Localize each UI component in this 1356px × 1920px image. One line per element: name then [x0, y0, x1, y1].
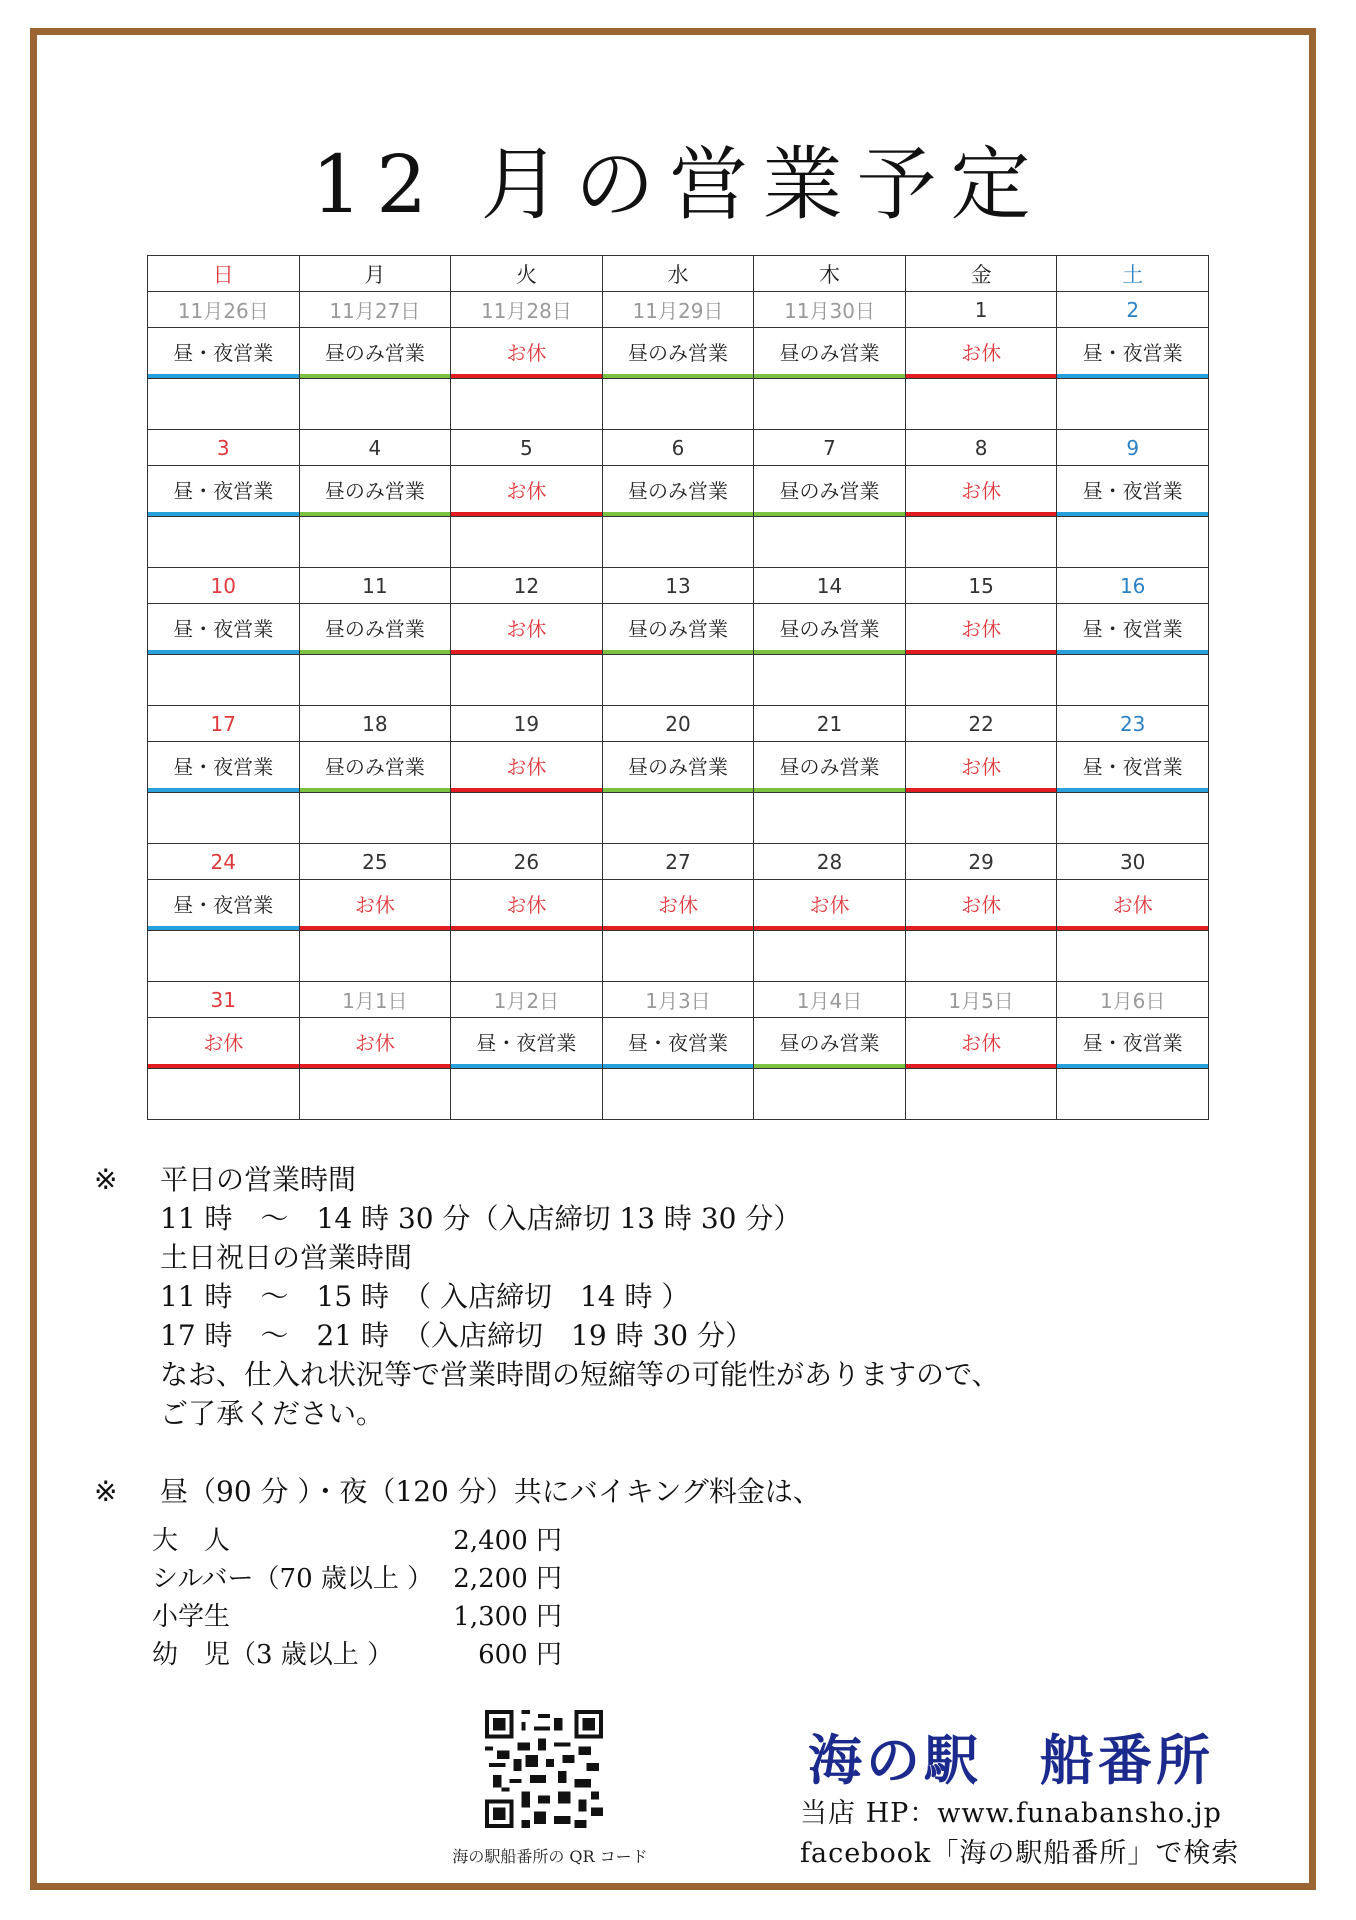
- day-status: [299, 1018, 451, 1069]
- day-status: [754, 742, 906, 793]
- day-status: [1057, 604, 1209, 655]
- note-row: [148, 379, 1209, 430]
- day-date: 4: [299, 430, 451, 466]
- day-date: 21: [754, 706, 906, 742]
- date-row: [148, 292, 1209, 328]
- day-date: 18: [299, 706, 451, 742]
- day-status-label: 昼のみ営業: [324, 479, 425, 503]
- day-status: [754, 1018, 906, 1069]
- day-status-label: 昼のみ営業: [779, 341, 880, 365]
- day-date: 11月30日: [754, 292, 906, 328]
- day-status: [1057, 742, 1209, 793]
- day-date: 17: [148, 706, 300, 742]
- weekday-sat: 土: [1057, 256, 1209, 292]
- day-status: [754, 466, 906, 517]
- day-date: 15: [905, 568, 1057, 604]
- day-status: [905, 880, 1057, 931]
- note-line: 11 時 ～ 15 時 （ 入店締切 14 時 ）: [160, 1280, 690, 1313]
- day-note-cell: [905, 379, 1057, 430]
- day-date: 6: [602, 430, 754, 466]
- contact-info: [800, 1794, 1239, 1874]
- day-note-cell: [451, 517, 603, 568]
- day-date: 2: [1057, 292, 1209, 328]
- day-status: [299, 742, 451, 793]
- day-date: 1月2日: [451, 982, 603, 1018]
- note-line: 平日の営業時間: [160, 1163, 357, 1196]
- day-note-cell: [451, 379, 603, 430]
- status-row: [148, 604, 1209, 655]
- day-status-label: 昼のみ営業: [627, 479, 728, 503]
- day-date: 9: [1057, 430, 1209, 466]
- day-status: [451, 604, 603, 655]
- day-status: [1057, 880, 1209, 931]
- day-status-label: お休: [961, 479, 1002, 503]
- day-status-label: 昼のみ営業: [324, 617, 425, 641]
- qr-caption: 海の駅船番所の QR コード: [452, 1847, 648, 1866]
- price-list: [152, 1522, 562, 1674]
- date-row: [148, 982, 1209, 1018]
- day-status: [905, 742, 1057, 793]
- day-date: 11: [299, 568, 451, 604]
- day-note-cell: [905, 1069, 1057, 1120]
- day-status-label: 昼のみ営業: [324, 755, 425, 779]
- day-date: 1月4日: [754, 982, 906, 1018]
- day-status-label: 昼・夜営業: [476, 1031, 577, 1055]
- day-status: [148, 1018, 300, 1069]
- qr-code-icon[interactable]: [485, 1710, 603, 1828]
- day-note-cell: [602, 793, 754, 844]
- note-mark: ※: [94, 1163, 118, 1196]
- day-status-label: 昼・夜営業: [627, 1031, 728, 1055]
- day-status-label: 昼・夜営業: [1082, 479, 1183, 503]
- date-row: [148, 844, 1209, 880]
- day-status: [1057, 1018, 1209, 1069]
- day-date: 25: [299, 844, 451, 880]
- weekday-thu: 木: [754, 256, 906, 292]
- day-date: 11月29日: [602, 292, 754, 328]
- day-status-label: お休: [506, 341, 547, 365]
- day-status-label: 昼・夜営業: [1082, 341, 1183, 365]
- day-note-cell: [1057, 517, 1209, 568]
- day-status: [299, 328, 451, 379]
- day-date: 1月5日: [905, 982, 1057, 1018]
- day-date: 27: [602, 844, 754, 880]
- day-status: [451, 880, 603, 931]
- note-row: [148, 517, 1209, 568]
- day-status-label: お休: [961, 617, 1002, 641]
- day-status-label: 昼のみ営業: [627, 617, 728, 641]
- day-date: 7: [754, 430, 906, 466]
- price-label: シルバー（70 歳以上 ）: [152, 1564, 434, 1594]
- day-status: [148, 880, 300, 931]
- day-status: [602, 328, 754, 379]
- buffet-heading: 昼（90 分 ）・夜（120 分）共にバイキング料金は、: [160, 1475, 821, 1508]
- day-status: [905, 328, 1057, 379]
- price-row: [152, 1598, 562, 1636]
- day-status: [602, 604, 754, 655]
- day-status-label: お休: [961, 755, 1002, 779]
- day-status: [905, 466, 1057, 517]
- day-status: [148, 742, 300, 793]
- weekday-header-row: [148, 256, 1209, 292]
- day-status: [148, 604, 300, 655]
- day-status: [148, 466, 300, 517]
- day-date: 10: [148, 568, 300, 604]
- day-date: 1: [905, 292, 1057, 328]
- day-note-cell: [754, 379, 906, 430]
- day-note-cell: [602, 517, 754, 568]
- business-hours-notes: [94, 1160, 999, 1511]
- day-note-cell: [905, 931, 1057, 982]
- day-date: 5: [451, 430, 603, 466]
- day-note-cell: [451, 655, 603, 706]
- status-row: [148, 880, 1209, 931]
- day-status: [905, 604, 1057, 655]
- day-note-cell: [148, 517, 300, 568]
- status-row: [148, 1018, 1209, 1069]
- day-status-label: 昼・夜営業: [173, 617, 274, 641]
- homepage-text[interactable]: 当店 HP：www.funabansho.jp: [800, 1798, 1222, 1829]
- day-date: 12: [451, 568, 603, 604]
- day-status: [905, 1018, 1057, 1069]
- day-note-cell: [754, 793, 906, 844]
- day-note-cell: [754, 517, 906, 568]
- day-note-cell: [299, 1069, 451, 1120]
- day-date: 23: [1057, 706, 1209, 742]
- day-status-label: 昼・夜営業: [173, 893, 274, 917]
- day-date: 11月28日: [451, 292, 603, 328]
- price-value: 1,300 円: [453, 1602, 562, 1632]
- day-date: 22: [905, 706, 1057, 742]
- day-date: 30: [1057, 844, 1209, 880]
- date-row: [148, 430, 1209, 466]
- day-note-cell: [1057, 655, 1209, 706]
- date-row: [148, 706, 1209, 742]
- day-status: [1057, 328, 1209, 379]
- note-line: 土日祝日の営業時間: [160, 1241, 413, 1274]
- page-title: 12 月の営業予定: [311, 138, 1045, 231]
- day-status: [754, 604, 906, 655]
- day-status-label: お休: [961, 1031, 1002, 1055]
- brand-logo: 海の駅 船番所: [808, 1728, 1214, 1792]
- note-line: 17 時 ～ 21 時 （入店締切 19 時 30 分）: [160, 1319, 754, 1352]
- day-note-cell: [299, 931, 451, 982]
- day-status-label: お休: [506, 617, 547, 641]
- day-date: 31: [148, 982, 300, 1018]
- day-status: [451, 742, 603, 793]
- day-status: [602, 466, 754, 517]
- weekday-fri: 金: [905, 256, 1057, 292]
- day-note-cell: [451, 1069, 603, 1120]
- day-date: 3: [148, 430, 300, 466]
- status-row: [148, 328, 1209, 379]
- price-row: [152, 1522, 562, 1560]
- day-note-cell: [754, 1069, 906, 1120]
- day-date: 11月26日: [148, 292, 300, 328]
- day-note-cell: [451, 931, 603, 982]
- day-status: [451, 328, 603, 379]
- note-row: [148, 655, 1209, 706]
- weekday-tue: 火: [451, 256, 603, 292]
- day-status-label: お休: [657, 893, 698, 917]
- day-note-cell: [602, 931, 754, 982]
- schedule-calendar: [147, 255, 1209, 1120]
- day-note-cell: [299, 379, 451, 430]
- day-date: 19: [451, 706, 603, 742]
- status-row: [148, 742, 1209, 793]
- day-date: 26: [451, 844, 603, 880]
- day-status: [299, 466, 451, 517]
- day-status-label: 昼・夜営業: [1082, 617, 1183, 641]
- date-row: [148, 568, 1209, 604]
- day-date: 8: [905, 430, 1057, 466]
- day-status-label: 昼・夜営業: [173, 479, 274, 503]
- day-status: [299, 880, 451, 931]
- weekday-wed: 水: [602, 256, 754, 292]
- day-date: 1月3日: [602, 982, 754, 1018]
- day-note-cell: [905, 793, 1057, 844]
- day-date: 20: [602, 706, 754, 742]
- day-status-label: 昼のみ営業: [779, 1031, 880, 1055]
- day-status: [754, 880, 906, 931]
- day-note-cell: [1057, 793, 1209, 844]
- day-status-label: お休: [203, 1031, 244, 1055]
- price-row: [152, 1636, 562, 1674]
- day-status-label: 昼のみ営業: [779, 479, 880, 503]
- day-status: [602, 880, 754, 931]
- day-date: 1月6日: [1057, 982, 1209, 1018]
- day-note-cell: [602, 1069, 754, 1120]
- day-date: 16: [1057, 568, 1209, 604]
- price-value: 2,200 円: [453, 1564, 562, 1594]
- day-status-label: お休: [809, 893, 850, 917]
- day-note-cell: [148, 379, 300, 430]
- price-label: 小学生: [152, 1602, 231, 1632]
- day-status-label: お休: [961, 893, 1002, 917]
- day-status-label: 昼のみ営業: [779, 755, 880, 779]
- note-line: ご了承ください。: [160, 1397, 385, 1430]
- day-note-cell: [148, 931, 300, 982]
- day-status-label: お休: [1112, 893, 1153, 917]
- day-note-cell: [1057, 379, 1209, 430]
- day-status-label: 昼・夜営業: [173, 341, 274, 365]
- price-label: 大 人: [152, 1526, 231, 1556]
- day-status: [754, 328, 906, 379]
- note-line: 11 時 ～ 14 時 30 分（入店締切 13 時 30 分）: [160, 1202, 802, 1235]
- day-note-cell: [602, 379, 754, 430]
- day-note-cell: [148, 1069, 300, 1120]
- day-status-label: 昼・夜営業: [1082, 755, 1183, 779]
- day-date: 14: [754, 568, 906, 604]
- day-note-cell: [148, 655, 300, 706]
- price-row: [152, 1560, 562, 1598]
- price-value: 600 円: [478, 1640, 562, 1670]
- note-line: なお、仕入れ状況等で営業時間の短縮等の可能性がありますので、: [160, 1358, 1000, 1391]
- day-status: [602, 1018, 754, 1069]
- price-value: 2,400 円: [453, 1526, 562, 1556]
- day-status: [451, 466, 603, 517]
- day-date: 11月27日: [299, 292, 451, 328]
- day-note-cell: [602, 655, 754, 706]
- day-note-cell: [299, 793, 451, 844]
- day-status-label: お休: [961, 341, 1002, 365]
- note-row: [148, 793, 1209, 844]
- day-status-label: 昼のみ営業: [324, 341, 425, 365]
- day-date: 24: [148, 844, 300, 880]
- day-status: [1057, 466, 1209, 517]
- day-status-label: 昼のみ営業: [627, 755, 728, 779]
- day-date: 13: [602, 568, 754, 604]
- day-note-cell: [754, 931, 906, 982]
- day-note-cell: [905, 517, 1057, 568]
- status-row: [148, 466, 1209, 517]
- facebook-text: facebook「海の駅船番所」で検索: [800, 1838, 1240, 1869]
- day-date: 28: [754, 844, 906, 880]
- day-note-cell: [905, 655, 1057, 706]
- day-note-cell: [148, 793, 300, 844]
- day-note-cell: [451, 793, 603, 844]
- day-status-label: 昼のみ営業: [779, 617, 880, 641]
- note-mark: ※: [94, 1475, 118, 1508]
- day-note-cell: [1057, 931, 1209, 982]
- price-label: 幼 児（3 歳以上 ）: [152, 1640, 394, 1670]
- day-date: 1月1日: [299, 982, 451, 1018]
- day-date: 29: [905, 844, 1057, 880]
- day-note-cell: [1057, 1069, 1209, 1120]
- day-note-cell: [754, 655, 906, 706]
- weekday-mon: 月: [299, 256, 451, 292]
- day-status: [602, 742, 754, 793]
- note-row: [148, 1069, 1209, 1120]
- note-row: [148, 931, 1209, 982]
- day-status-label: お休: [506, 893, 547, 917]
- day-status-label: 昼のみ営業: [627, 341, 728, 365]
- day-status-label: お休: [506, 755, 547, 779]
- day-status-label: お休: [354, 893, 395, 917]
- weekday-sun: 日: [148, 256, 300, 292]
- day-status: [451, 1018, 603, 1069]
- day-status: [299, 604, 451, 655]
- day-status-label: お休: [354, 1031, 395, 1055]
- day-note-cell: [299, 655, 451, 706]
- day-status: [148, 328, 300, 379]
- day-status-label: 昼・夜営業: [173, 755, 274, 779]
- day-status-label: 昼・夜営業: [1082, 1031, 1183, 1055]
- day-note-cell: [299, 517, 451, 568]
- day-status-label: お休: [506, 479, 547, 503]
